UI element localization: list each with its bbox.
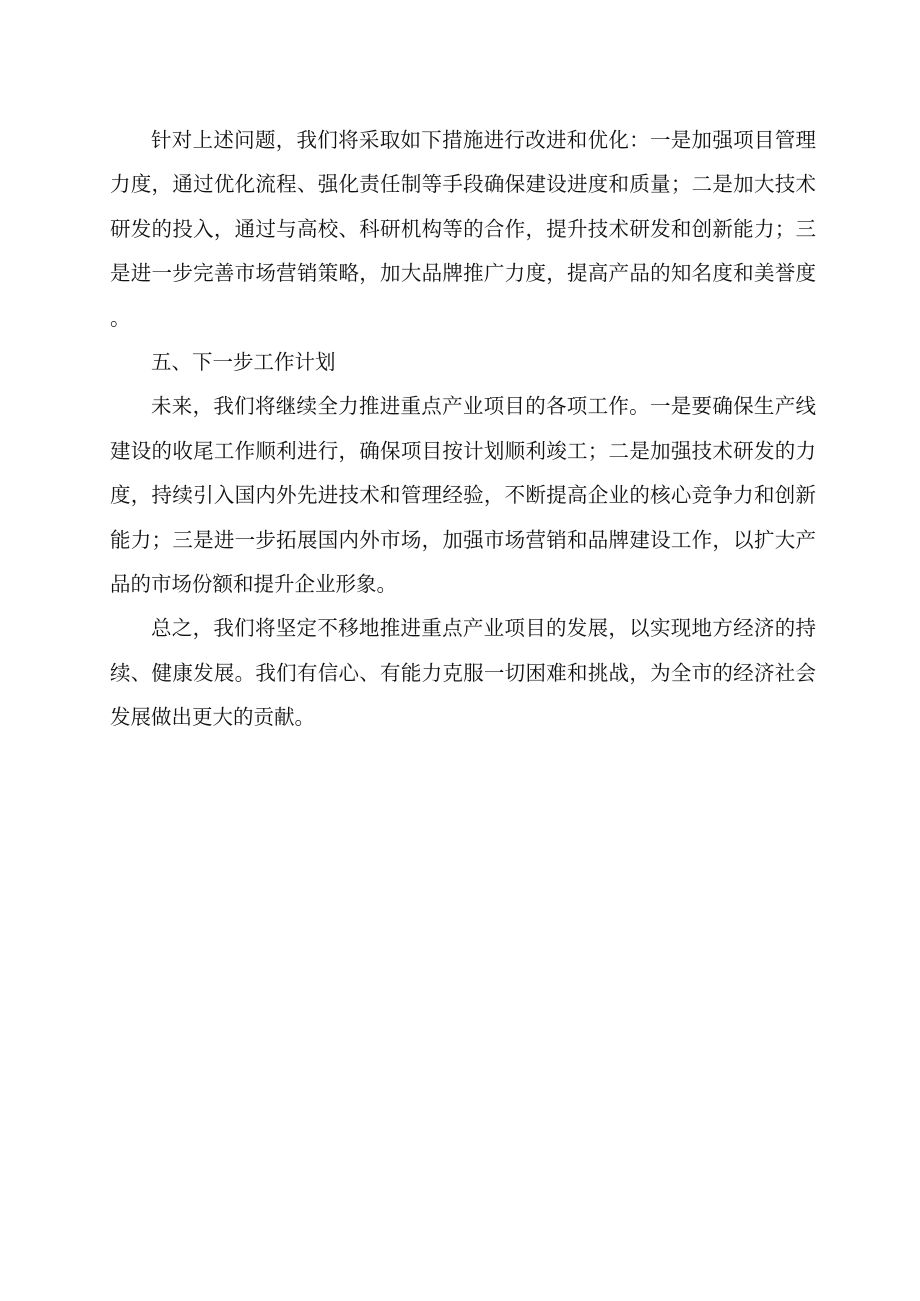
- paragraph-conclusion: 总之，我们将坚定不移地推进重点产业项目的发展，以实现地方经济的持续、健康发展。我们有信心、有能力克服一切困难和挑战，为全市的经济社会发展做出更大的贡献。: [110, 616, 816, 730]
- document-body: [110, 118, 816, 740]
- paragraph-improvement-measures: 针对上述问题，我们将采取如下措施进行改进和优化：一是加强项目管理力度，通过优化流程、强化责任制等手段确保建设进度和质量；二是加大技术研发的投入，通过与高校、科研机构等的合作，提升技术研发和创新能力；三是进一步完善市场营销策略，加大品牌推广力度，提高产品的知名度和美誉度。: [110, 128, 816, 330]
- paragraph-future-plan: 未来，我们将继续全力推进重点产业项目的各项工作。一是要确保生产线建设的收尾工作顺利进行，确保项目按计划顺利竣工；二是加强技术研发的力度，持续引入国内外先进技术和管理经验，不断提高企业的核心竞争力和创新能力；三是进一步拓展国内外市场，加强市场营销和品牌建设工作，以扩大产品的市场份额和提升企业形象。: [110, 394, 816, 597]
- section-heading-next-steps: 五、下一步工作计划: [151, 350, 336, 375]
